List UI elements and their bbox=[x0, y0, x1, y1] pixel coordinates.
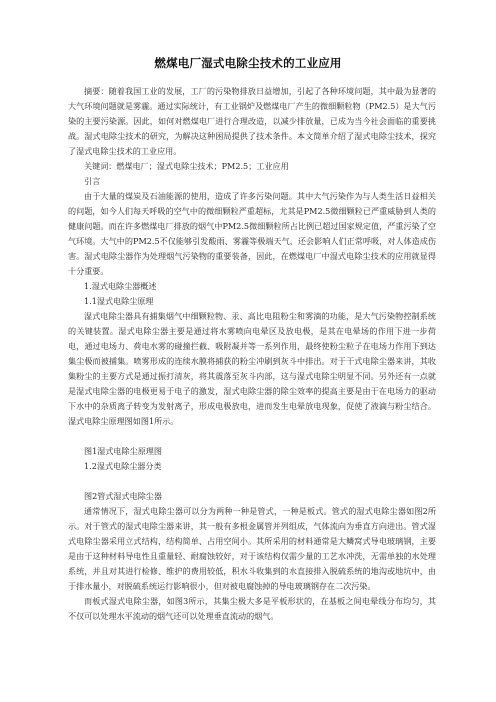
body-paragraph: 通常情况下，湿式电除尘器可以分为两种一种是管式，一种是板式。管式的湿式电除尘器如图2所示。对于管式的湿式电除尘器来讲，其一般有多根金属管并列组成，气体流向为垂直方向进出。管式湿式电除尘器采用立式结构，结构简单、占用空间小。其所采用的材料通常是大鳞窝式导电玻璃钢，主要是由于这种材料导电性且重量轻、耐腐蚀较好，对于该结构仅需少量的工艺水冲洗，无需单独的水处理系统，并且对其进行检修、维护的费用较低，积水斗收集到的水直接排入脱硫系统的地沟或地坑中，由于排水量小，对脱硫系统运行影响很小，但对被电腐蚀掉的导电玻璃钢存在二次污染。 bbox=[68, 506, 436, 591]
abstract-paragraph: 摘要：随着我国工业的发展，工厂的污染物排放日益增加，引起了各种环境问题，其中最为显著的大气环境问题就是雾霾。通过实际统计，有工业锅炉及燃煤电厂产生的微细颗粒物（PM2.5）是大气污染的主要污染源。因此，如何对燃煤电厂进行合理改造，以减少排放量，已成为当今社会面临的重要挑战。湿式电除尘技术的研究，为解决这种困局提供了技术条件。本文简单介绍了湿式电除尘技术，探究了湿式电除尘技术的工业应用。 bbox=[68, 86, 436, 156]
section-heading: 引言 bbox=[84, 176, 101, 186]
document-body bbox=[68, 84, 436, 624]
document-title: 燃煤电厂湿式电除尘技术的工业应用 bbox=[154, 56, 342, 70]
figure-caption: 图1湿式电除尘原理图 bbox=[84, 446, 162, 456]
section-heading: 1.湿式电除尘器概述 bbox=[84, 281, 157, 291]
body-paragraph: 由于大量的煤炭及石油能源的使用，造成了许多污染问题。其中大气污染作为与人类生活日益相关的问题，如今人们每天呼吸的空气中的微细颗粒严重超标，尤其是PM2.5微细颗粒已严重威胁到人类的健康问题。而在许多燃煤电厂排放的烟气中PM2.5微细颗粒所占比例已超过国家规定值，严重污染了空气环境。大气中的PM2.5不仅能够引发酸雨、雾霾等极端天气，还会影响人们正常呼吸，对人体造成伤害。湿式电除尘器作为处理烟气污染物的重要装备，因此，在燃煤电厂中湿式电除尘技术的应用就显得十分重要。 bbox=[68, 191, 436, 276]
body-paragraph: 湿式电除尘器具有捕集烟气中细颗粒物、汞、高比电阻粉尘和雾滴的功能，是大气污染物控制系统的关键装置。湿式电除尘器主要是通过将水雾喷向电晕区及放电极，是其在电晕场的作用下进一步荷电，通过电场力、荷电水雾的碰撞拦截、吸附凝并等一系列作用，最终使粉尘粒子在电场力作用下到达集尘极而被捕集。喷雾形成的连续水膜将捕获的粉尘冲刷到灰斗中排出。对于干式电除尘器来讲，其收集粉尘的主要方式是通过振打清灰，将其震落至灰斗内部，这与湿式电除尘明显不同。另外还有一点就是湿式电除尘器的电极更易于电子的激发，湿式电除尘器的除尘效率的提高主要是由于在电场力的驱动下水中的杂质离子转变为发射离子，形成电极放电，进而发生电晕放电现象，促使了液滴与粉尘结合。湿式电除尘原理图如图1所示。 bbox=[68, 311, 436, 426]
body-paragraph: 而板式湿式电除尘器，如图3所示，其集尘极大多是平板形状的，在基板之间电晕线分布均匀，其不仅可以处理水平流动的烟气还可以处理垂直流动的烟气。 bbox=[68, 596, 436, 621]
keywords-paragraph: 关键词：燃煤电厂；湿式电除尘技术；PM2.5；工业应用 bbox=[84, 161, 289, 171]
subsection-heading: 1.1湿式电除尘原理 bbox=[84, 296, 154, 306]
subsection-heading: 1.2湿式电除尘器分类 bbox=[84, 461, 162, 471]
figure-caption: 图2管式湿式电除尘器 bbox=[84, 491, 162, 501]
